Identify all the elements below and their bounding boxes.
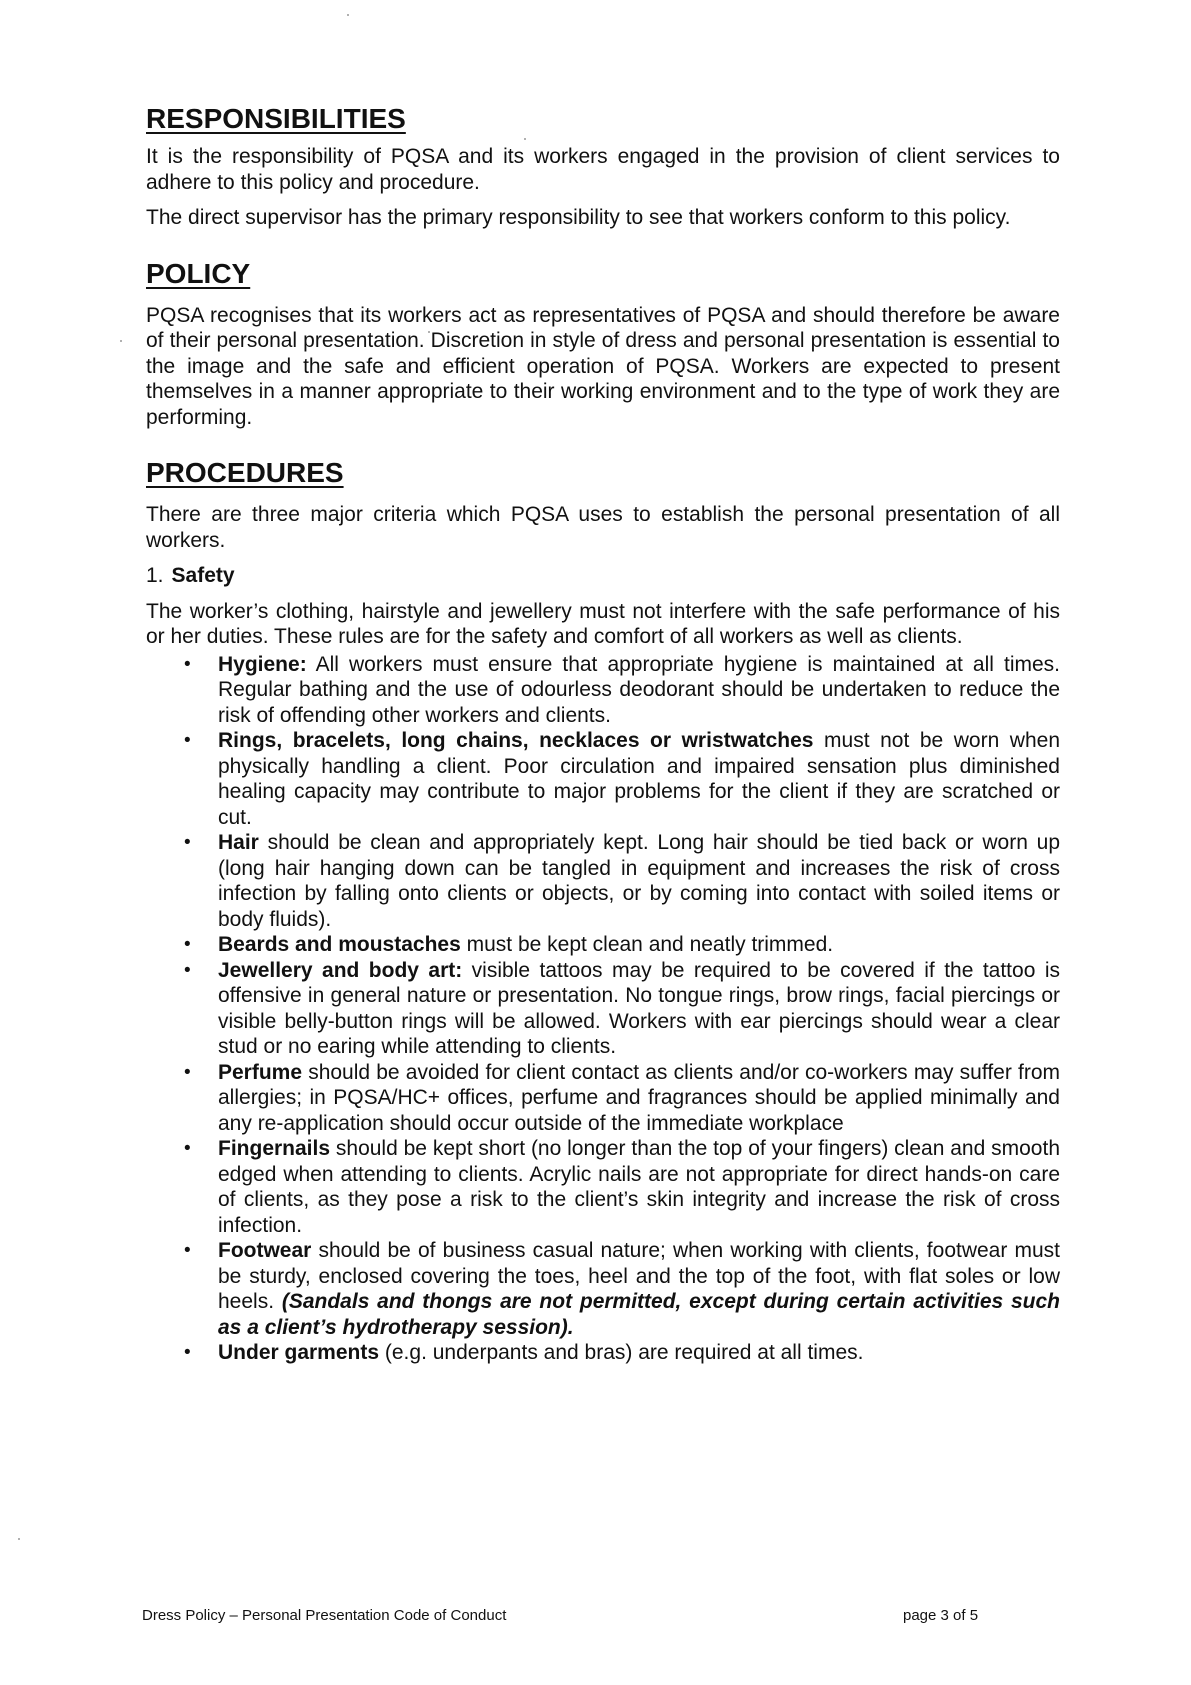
list-item-term: Hygiene: — [218, 652, 307, 676]
section-procedures — [146, 456, 1060, 1366]
list-item — [146, 728, 1060, 830]
bullet-icon: • — [184, 1240, 191, 1261]
list-item-text: should be kept short (no longer than the top of your fingers) clean and smooth edged when attending to clients. Acrylic nails are not appropriate for direct hands-on care of clients, as they pose a risk to the client’s skin integrity and increase the risk of cross infection. — [218, 1137, 1060, 1237]
list-item — [146, 1136, 1060, 1238]
safety-rules-list — [146, 652, 1060, 1366]
bullet-icon: • — [184, 832, 191, 853]
bullet-icon: • — [184, 1342, 191, 1363]
list-item-note: (Sandals and thongs are not permitted, except during certain activities such as a client’s hydrotherapy session). — [218, 1290, 1060, 1339]
scan-speck — [347, 14, 349, 16]
responsibilities-paragraph-2: The direct supervisor has the primary responsibility to see that workers conform to this policy. — [146, 206, 1011, 229]
list-item-text: visible tattoos may be required to be covered if the tattoo is offensive in general nature or presentation. No tongue rings, brow rings, facial piercings or visible belly-button rings will be allowed. Workers with ear piercings should wear a clear stud or no earing while attending to clients. — [218, 958, 1060, 1058]
list-item-text: must be kept clean and neatly trimmed. — [460, 933, 834, 956]
document-content — [146, 102, 1060, 1366]
list-item — [146, 958, 1060, 1060]
responsibilities-paragraph-1: It is the responsibility of PQSA and its workers engaged in the provision of client services to adhere to this policy and procedure. — [146, 145, 1060, 194]
bullet-icon: • — [184, 934, 191, 955]
list-item — [146, 1340, 1060, 1366]
heading-policy: POLICY — [146, 257, 251, 289]
section-policy — [146, 257, 1060, 431]
criterion-title: Safety — [171, 564, 235, 587]
list-item-term: Hair — [218, 831, 259, 854]
list-item-term: Jewellery and body art: — [218, 958, 463, 982]
list-item — [146, 830, 1060, 932]
list-item-text: should be avoided for client contact as clients and/or co-workers may suffer from allergies; in PQSA/HC+ offices, perfume and fragrances should be applied minimally and any re-application should occur outside of the immediate workplace — [218, 1060, 1060, 1135]
list-item — [146, 1238, 1060, 1340]
heading-responsibilities: RESPONSIBILITIES — [146, 103, 406, 134]
criterion-heading — [146, 563, 1060, 589]
scan-speck — [120, 340, 122, 342]
list-item-text: All workers must ensure that appropriate hygiene is maintained at all times. Regular bathing and the use of odourless deodorant should be undertaken to reduce the risk of offending other workers and clients. — [218, 652, 1060, 727]
bullet-icon: • — [184, 1061, 191, 1083]
policy-paragraph: PQSA recognises that its workers act as representatives of PQSA and should therefore be aware of their personal presentation. Discretion in style of dress and personal presentation is essential to the image and the safe and efficient operation of PQSA. Workers are expected to present themselves in a manner appropriate to their working environment and to the type of work they are performing. — [146, 303, 1060, 429]
bullet-icon: • — [184, 1138, 191, 1159]
bullet-icon: • — [184, 959, 191, 981]
list-item-term: Beards and moustaches — [218, 933, 461, 956]
list-item — [146, 1060, 1060, 1137]
footer-page-number: page 3 of 5 — [903, 1607, 979, 1624]
scan-speck — [18, 1538, 20, 1540]
list-item-term: Fingernails — [218, 1137, 331, 1160]
procedures-intro: There are three major criteria which PQSA uses to establish the personal presentation of all workers. — [146, 503, 1060, 552]
list-item-term: Under garments — [218, 1341, 380, 1364]
list-item-term: Footwear — [218, 1239, 312, 1262]
bullet-icon: • — [184, 730, 191, 751]
bullet-icon: • — [184, 653, 191, 675]
criterion-paragraph: The worker’s clothing, hairstyle and jewellery must not interfere with the safe performance of his or her duties. These rules are for the safety and comfort of all workers as well as clients. — [146, 599, 1060, 648]
heading-procedures: PROCEDURES — [146, 457, 344, 488]
criterion-number: 1. — [146, 564, 164, 587]
footer-document-title: Dress Policy – Personal Presentation Code of Conduct — [142, 1607, 507, 1624]
list-item-text: must not be worn when physically handling a client. Poor circulation and impaired sensation plus diminished healing capacity may contribute to major problems for the client if they are scratched or cut. — [218, 729, 1061, 829]
list-item — [146, 652, 1060, 729]
list-item-text: should be of business casual nature; when working with clients, footwear must be sturdy, enclosed covering the toes, heel and the top of the foot, with flat soles or low heels. — [218, 1239, 1060, 1313]
list-item-term: Perfume — [218, 1060, 303, 1084]
section-responsibilities — [146, 102, 1060, 231]
list-item-text: should be clean and appropriately kept. Long hair should be tied back or worn up (long hair hanging down can be tangled in equipment and increases the risk of cross infection by falling onto clients or objects, or by coming into contact with soiled items or body fluids). — [218, 831, 1060, 931]
list-item-text: (e.g. underpants and bras) are required at all times. — [379, 1341, 864, 1364]
list-item — [146, 932, 1060, 958]
list-item-term: Rings, bracelets, long chains, necklaces or wristwatches — [218, 729, 814, 752]
